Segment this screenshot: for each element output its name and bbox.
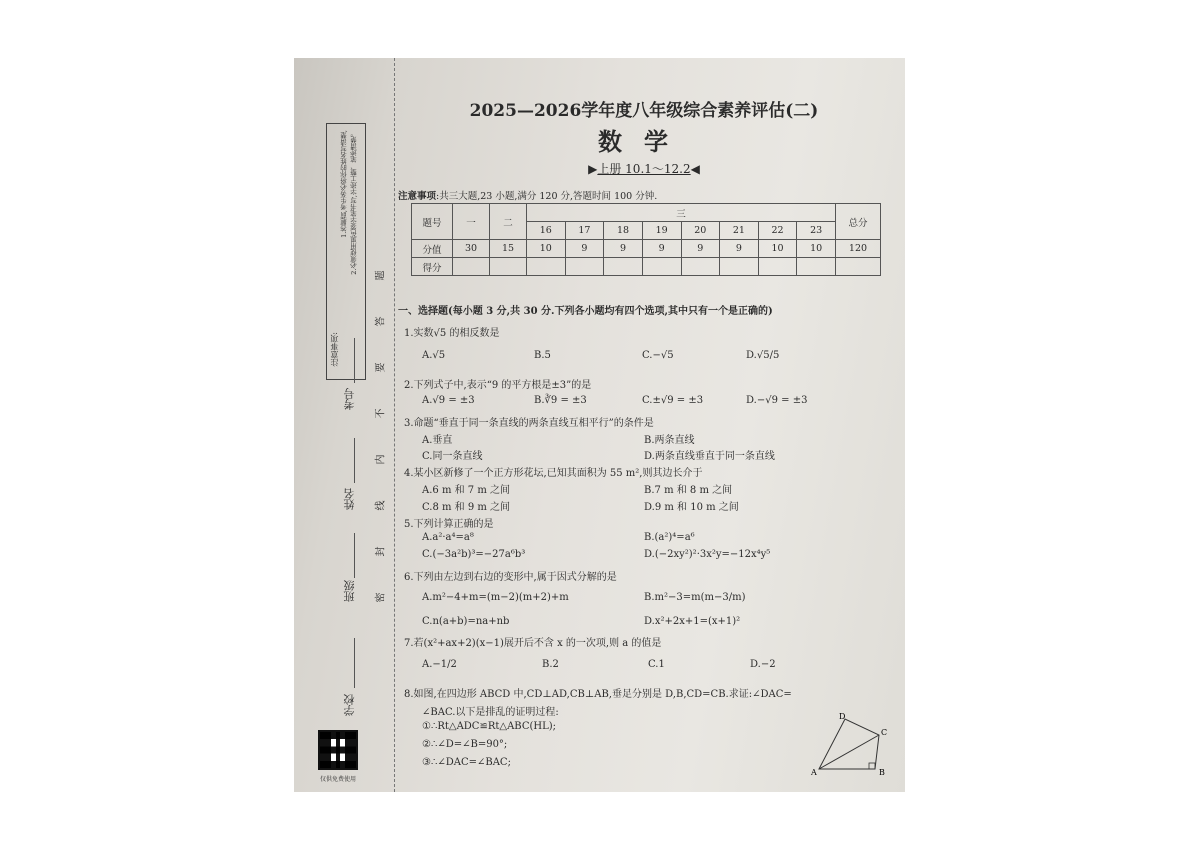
question-1-option-b: B.5 [534, 350, 551, 361]
score-cell[interactable] [453, 258, 490, 276]
question-3-option-c: C.同一条直线 [422, 451, 483, 462]
table-subheader: 19 [642, 222, 681, 240]
question-2-option-d: D.−√9 = ±3 [746, 395, 808, 406]
question-5-option-d: D.(−2xy²)²·3x²y=−12x⁴y⁵ [644, 549, 771, 560]
table-cell-points: 9 [604, 240, 643, 258]
table-subheader: 18 [604, 222, 643, 240]
question-4-option-a: A.6 m 和 7 m 之间 [422, 485, 510, 496]
subject-title: 数学 [598, 127, 690, 156]
score-cell[interactable] [527, 258, 566, 276]
attention-label: 注意事项 [398, 191, 437, 202]
notice-box [326, 123, 366, 380]
question-3-option-b: B.两条直线 [644, 435, 695, 446]
table-subheader: 17 [565, 222, 604, 240]
table-subheader: 21 [720, 222, 759, 240]
question-3-stem: 3.命题“垂直于同一条直线的两条直线互相平行”的条件是 [404, 418, 654, 429]
table-cell-points: 10 [527, 240, 566, 258]
question-6-option-b: B.m²−3=m(m−3/m) [644, 592, 746, 603]
score-cell[interactable] [565, 258, 604, 276]
question-3-option-a: A.垂直 [422, 435, 453, 446]
notice-line-2: 2.必须使用黑色签字笔书写,字迹工整、笔迹清楚。 [350, 130, 358, 275]
quadrilateral-shape [819, 719, 879, 769]
table-cell-points: 10 [797, 240, 836, 258]
qr-caption: 仅供免费使用 [320, 776, 357, 783]
seal-char-6: 线 [375, 500, 387, 511]
cut-line [394, 58, 395, 792]
seal-char-5: 内 [375, 454, 387, 465]
table-subheader: 23 [797, 222, 836, 240]
question-4-stem: 4.某小区新修了一个正方形花坛,已知其面积为 55 m²,则其边长介于 [404, 468, 703, 479]
question-8-stem: 8.如图,在四边形 ABCD 中,CD⊥AD,CB⊥AB,垂足分别是 D,B,CD=CB.求证:∠DAC= [404, 689, 792, 700]
table-cell-points-total: 120 [836, 240, 881, 258]
question-5-option-a: A.a²·a⁴=a⁸ [422, 532, 474, 543]
table-header-total: 总分 [836, 204, 881, 240]
question-6-option-a: A.m²−4+m=(m−2)(m+2)+m [422, 592, 569, 603]
question-4-option-d: D.9 m 和 10 m 之间 [644, 502, 739, 513]
question-4-option-c: C.8 m 和 9 m 之间 [422, 502, 511, 513]
table-cell-points: 30 [453, 240, 490, 258]
seal-char-1: 题 [375, 270, 387, 281]
question-2-stem: 2.下列式子中,表示“9 的平方根是±3”的是 [404, 380, 592, 391]
field-label-class: 班级 [343, 580, 356, 602]
attention-text: :共三大题,23 小题,满分 120 分,答题时间 100 分钟. [436, 191, 658, 202]
question-6-option-c: C.n(a+b)=na+nb [422, 616, 510, 627]
score-cell[interactable] [720, 258, 759, 276]
table-row-label-score: 得分 [412, 258, 453, 276]
question-8-step-1: ①∴Rt△ADC≌Rt△ABC(HL); [422, 721, 557, 732]
scope-range-text: 上册 10.1～12.2 [597, 162, 691, 176]
score-cell[interactable] [758, 258, 797, 276]
table-cell-points: 9 [681, 240, 720, 258]
score-table [411, 203, 881, 276]
point-label-c: C [881, 728, 888, 737]
question-8-step-3: ③∴∠DAC=∠BAC; [422, 757, 511, 768]
question-6-stem: 6.下列由左边到右边的变形中,属于因式分解的是 [404, 572, 617, 583]
score-cell[interactable] [797, 258, 836, 276]
table-header-question: 题号 [412, 204, 453, 240]
table-row-label-points: 分值 [412, 240, 453, 258]
question-1-option-d: D.√5/5 [746, 350, 780, 361]
qr-code[interactable] [318, 730, 358, 770]
attention-line [398, 188, 657, 202]
right-angle-b [869, 763, 875, 769]
score-cell[interactable] [836, 258, 881, 276]
question-5-option-b: B.(a²)⁴=a⁶ [644, 532, 695, 543]
table-cell-points: 9 [565, 240, 604, 258]
field-label-exam-number: 考号 [343, 388, 356, 410]
table-subheader: 22 [758, 222, 797, 240]
point-label-d: D [839, 713, 846, 721]
question-5-option-c: C.(−3a²b)³=−27a⁶b³ [422, 549, 526, 560]
question-8-step-2: ②∴∠D=∠B=90°; [422, 739, 508, 750]
question-7-option-c: C.1 [648, 659, 665, 670]
table-cell-points: 9 [720, 240, 759, 258]
seal-char-7: 封 [375, 546, 387, 557]
point-label-a: A [811, 768, 817, 777]
seal-char-8: 密 [375, 592, 387, 603]
question-2-option-c: C.±√9 = ±3 [642, 395, 704, 406]
score-cell[interactable] [604, 258, 643, 276]
seal-char-3: 要 [375, 362, 387, 373]
field-line-exam-number[interactable] [354, 338, 355, 383]
seal-char-2: 答 [375, 316, 387, 327]
table-subheader: 20 [681, 222, 720, 240]
question-1-option-c: C.−√5 [642, 350, 674, 361]
question-2-option-a: A.√9 = ±3 [422, 395, 475, 406]
point-label-b: B [879, 768, 885, 777]
field-line-class[interactable] [354, 533, 355, 578]
table-header-part-two: 二 [490, 204, 527, 240]
table-subheader: 16 [527, 222, 566, 240]
binding-strip [294, 58, 394, 792]
score-cell[interactable] [490, 258, 527, 276]
quadrilateral-diagram [809, 713, 889, 781]
table-cell-points: 9 [642, 240, 681, 258]
question-4-option-b: B.7 m 和 8 m 之间 [644, 485, 733, 496]
score-cell[interactable] [681, 258, 720, 276]
question-8-stem-continued: ∠BAC.以下是排乱的证明过程: [422, 707, 559, 718]
question-7-stem: 7.若(x²+ax+2)(x−1)展开后不含 x 的一次项,则 a 的值是 [404, 638, 662, 649]
field-label-name: 姓名 [343, 488, 356, 510]
question-2-option-b: B.∛9 = ±3 [534, 395, 587, 406]
question-6-option-d: D.x²+2x+1=(x+1)² [644, 616, 741, 627]
notice-title: 注意事项: [330, 332, 339, 367]
notice-line-1: 1.答题前,考生务必将你的姓名写清楚, [340, 130, 348, 238]
section-heading-choice: 一、选择题(每小题 3 分,共 30 分.下列各小题均有四个选项,其中只有一个是正确的) [398, 306, 773, 317]
question-7-option-d: D.−2 [750, 659, 776, 670]
score-cell[interactable] [642, 258, 681, 276]
question-1-stem: 1.实数√5 的相反数是 [404, 328, 500, 339]
table-cell-points: 15 [490, 240, 527, 258]
table-cell-points: 10 [758, 240, 797, 258]
question-7-option-a: A.−1/2 [422, 659, 457, 670]
seal-char-4: 不 [375, 408, 387, 419]
question-5-stem: 5.下列计算正确的是 [404, 519, 494, 530]
field-label-school: 学校 [343, 694, 356, 716]
scope-range: ▶上册 10.1～12.2◀ [588, 162, 700, 176]
question-1-option-a: A.√5 [422, 350, 446, 361]
table-header-part-three: 三 [527, 204, 836, 222]
field-line-school[interactable] [354, 638, 355, 688]
exam-paper [294, 58, 905, 792]
field-line-name[interactable] [354, 438, 355, 483]
exam-title: 2025—2026学年度八年级综合素养评估(二) [469, 101, 819, 121]
question-3-option-d: D.两条直线垂直于同一条直线 [644, 451, 775, 462]
table-header-part-one: 一 [453, 204, 490, 240]
question-7-option-b: B.2 [542, 659, 559, 670]
